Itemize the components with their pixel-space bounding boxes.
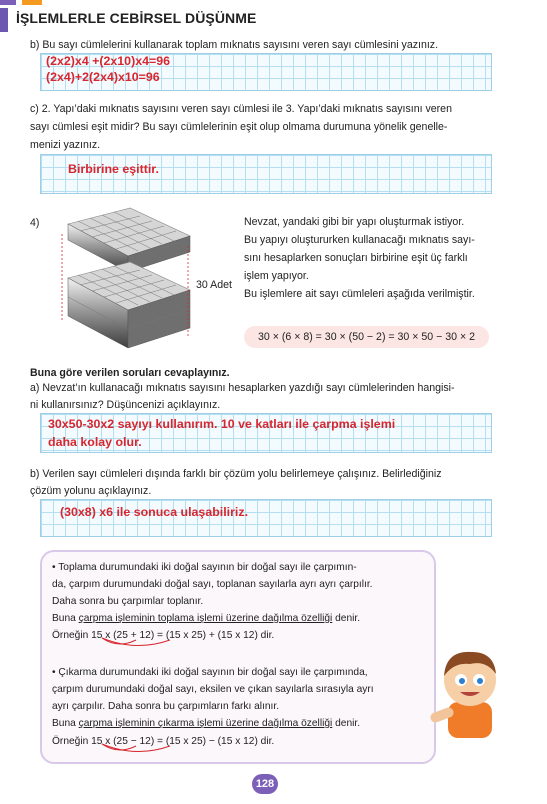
question-b2-line2: çözüm yolunu açıklayınız. — [30, 485, 152, 497]
question-a-line2: ni kullanırsınız? Düşüncenizi açıklayınız. — [30, 399, 221, 411]
formula-box: 30 × (6 × 8) = 30 × (50 − 2) = 30 × 50 − 30 × 2 — [244, 326, 489, 348]
card-p2-line4 — [52, 715, 360, 732]
distribution-arrows-icon-1 — [96, 636, 186, 650]
question-4-number: 4) — [30, 217, 40, 229]
answer-a-line2: daha kolay olur. — [48, 435, 142, 449]
boy-mascot-icon — [424, 640, 514, 740]
header-stripe-orange — [22, 0, 42, 5]
question-b2-line1: b) Verilen sayı cümleleri dışında farklı bir çözüm yolu belirlemeye çalışınız. Belirlediğiniz — [30, 468, 442, 480]
answer-b2: (30x8) x6 ile sonuca ulaşabiliriz. — [60, 505, 249, 519]
card-p2-line4-suffix: denir. — [332, 718, 361, 729]
answer-b1-line2: (2x4)+2(2x4)x10=96 — [46, 70, 160, 84]
card-p1-property-name: çarpma işleminin toplama işlemi üzerine dağılma özelliği — [78, 613, 333, 624]
card-p1-line4-prefix: Buna — [52, 613, 79, 624]
card-p1-line2: da, çarpım durumundaki doğal sayı, toplanan sayılarla ayrı ayrı çarpılır. — [52, 579, 373, 590]
question-4-line5: Bu işlemlere ait sayı cümleleri aşağıda verilmiştir. — [244, 288, 475, 300]
card-p2-line4-prefix: Buna — [52, 718, 79, 729]
card-p1-line4 — [52, 610, 360, 627]
magnet-count-label: 30 Adet — [196, 279, 232, 291]
question-b1-text: b) Bu sayı cümlelerini kullanarak toplam mıknatıs sayısını veren sayı cümlesini yazınız. — [30, 39, 439, 51]
title-side-bar — [0, 8, 8, 32]
card-p2-line1: • Çıkarma durumundaki iki doğal sayının bir doğal sayı ile çarpımında, — [52, 667, 368, 678]
question-c-line3: menizi yazınız. — [30, 139, 101, 151]
question-4-line1: Nevzat, yandaki gibi bir yapı oluşturmak istiyor. — [244, 216, 465, 228]
card-p1-line3: Daha sonra bu çarpımlar toplanır. — [52, 596, 204, 607]
page-number: 128 — [252, 774, 278, 794]
question-a-line1: a) Nevzat’ın kullanacağı mıknatıs sayısını hesaplarken yazdığı sayı cümlelerinden hangisi- — [30, 382, 455, 394]
question-c-line2: sayı cümlesi eşit midir? Bu sayı cümlelerinin eşit olup olmama durumuna yönelik genelle- — [30, 121, 448, 133]
distribution-arrows-icon-2 — [96, 742, 186, 756]
answer-a-line1: 30x50-30x2 sayıyı kullanırım. 10 ve katları ile çarpma işlemi — [48, 417, 396, 431]
card-p2-line3: ayrı çarpılır. Daha sonra bu çarpımların farkı alınır. — [52, 701, 280, 712]
question-4-line2: Bu yapıyı oluştururken kullanacağı mıknatıs sayı- — [244, 234, 475, 246]
answer-b1-line1: (2x2)x4 +(2x10)x4=96 — [46, 54, 171, 68]
question-c-line1: c) 2. Yapı’daki mıknatıs sayısını veren sayı cümlesi ile 3. Yapı’daki mıknatıs sayısını veren — [30, 103, 452, 115]
answer-c: Birbirine eşittir. — [68, 162, 159, 176]
question-4-line4: işlem yapıyor. — [244, 270, 309, 282]
card-p2-property-name: çarpma işleminin çıkarma işlemi üzerine dağılma özelliği — [78, 718, 333, 729]
card-p2-example: Örneğin 15 x (25 − 12) = (15 x 25) − (15 x 12) dir. — [52, 736, 275, 747]
header-stripe-purple — [0, 0, 16, 5]
card-p1-line4-suffix: denir. — [332, 613, 361, 624]
card-p1-example: Örneğin 15 x (25 + 12) = (15 x 25) + (15 x 12) dir. — [52, 630, 275, 641]
card-p2-line2: çarpım durumundaki doğal sayı, eksilen ve çıkan sayılarla sırasıyla ayrı — [52, 684, 374, 695]
card-p1-line1: • Toplama durumundaki iki doğal sayının bir doğal sayı ile çarpımın- — [52, 562, 357, 573]
section-heading: Buna göre verilen soruları cevaplayınız. — [30, 367, 230, 379]
question-4-line3: sını hesaplarken sonuçları birbirine eşit üç farklı — [244, 252, 468, 264]
page-title: İŞLEMLERLE CEBİRSEL DÜŞÜNME — [16, 10, 257, 26]
